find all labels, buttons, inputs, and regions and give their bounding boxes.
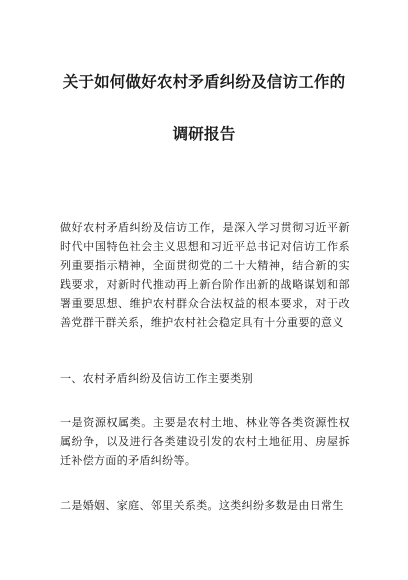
intro-paragraph: 做好农村矛盾纠纷及信访工作，是深入学习贯彻习近平新时代中国特色社会主义思想和习近平总书记对信访工作系列重要指示精神，全面贯彻党的二十大精神，结合新的实践要求，对新时代推动再上新台阶作出新的战略谋划和部署重要思想、维护农村群众合法权益的根本要求，对于改善党群干群关系，维护农村社会稳定具有十分重要的意义: [60, 221, 350, 329]
section-heading: 一、农村矛盾纠纷及信访工作主要类别: [60, 372, 253, 385]
paragraph-resource-ownership: 一是资源权属类。主要是农村土地、林业等各类资源性权属纷争，以及进行各类建设引发的农村土地征用、房屋拆迁补偿方面的矛盾纠纷等。: [60, 416, 350, 467]
paragraph-marriage-family: 二是婚姻、家庭、邻里关系类。这类纠纷多数是由日常生: [60, 499, 344, 512]
document-title-line-1: 关于如何做好农村矛盾纠纷及信访工作的: [62, 72, 346, 91]
document-title-line-2: 调研报告: [172, 124, 236, 143]
